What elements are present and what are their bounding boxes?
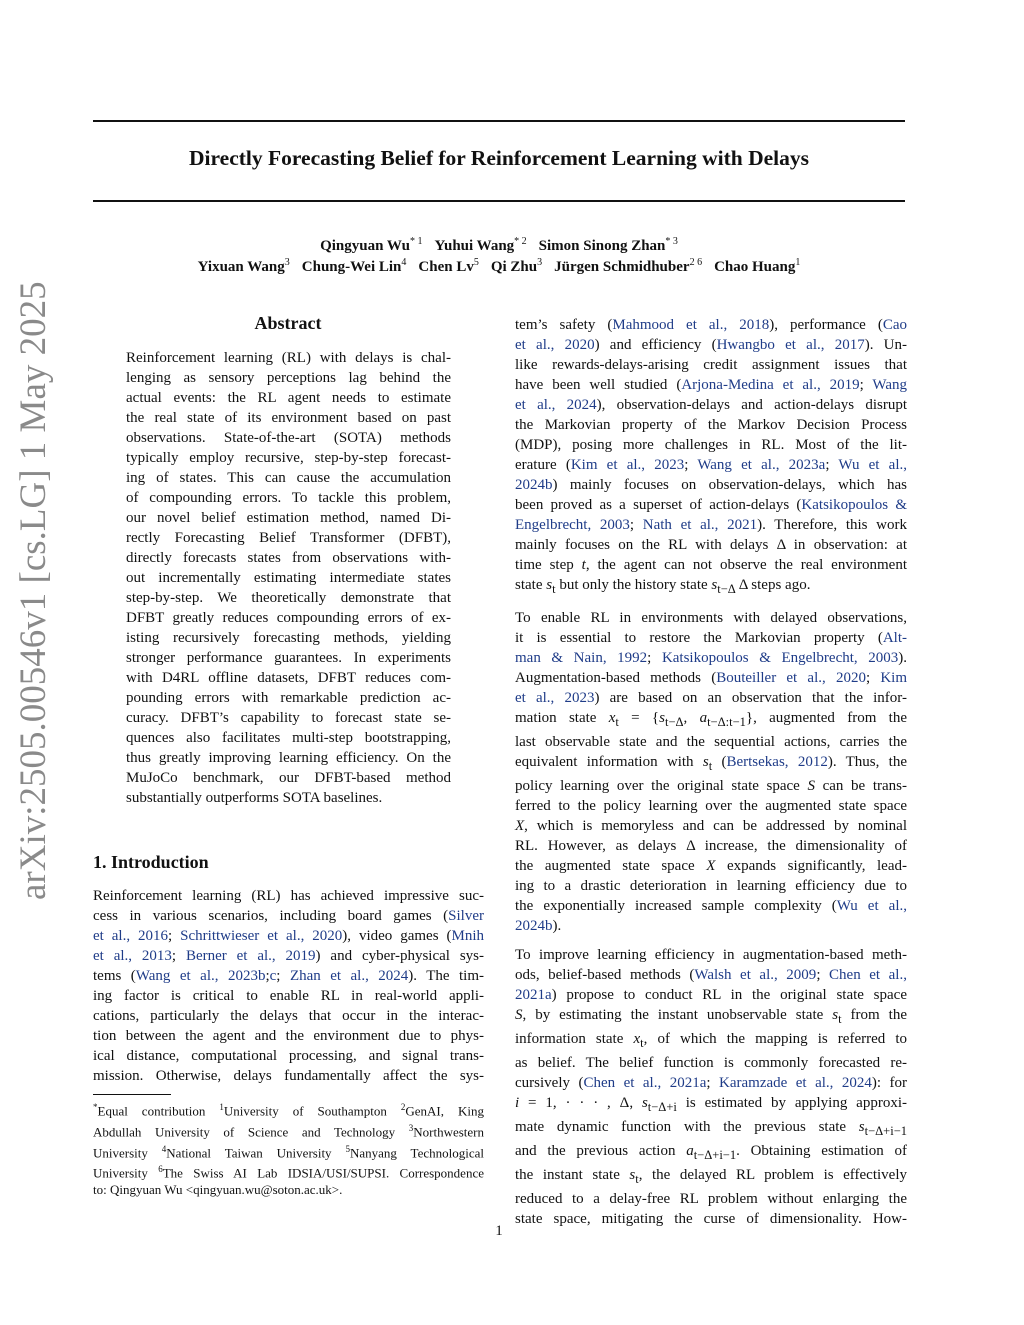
- author-affiliation: 5: [473, 257, 479, 268]
- text-run: ;: [825, 457, 839, 473]
- math-symbol: s: [702, 754, 709, 770]
- text-run: equivalent information with: [515, 754, 703, 770]
- text-run: GenAI, King: [405, 1103, 484, 1119]
- text-run: to: Qingyuan Wu <qingyuan.wu@soton.ac.uk>.: [93, 1182, 343, 1198]
- introduction-body: [93, 886, 484, 1086]
- text-line: [93, 886, 484, 906]
- text-run: the exponentially increased sample complexity (: [515, 898, 837, 914]
- abstract-line: typically employ recursive, step-by-step forecast-: [126, 450, 451, 466]
- citation-link[interactable]: et al., 2013: [93, 948, 172, 964]
- citation-link[interactable]: 2024b: [515, 477, 553, 493]
- text-run: ). The tim-: [408, 968, 485, 984]
- abstract-line: with D4RL offline datasets, DFBT reduces com-: [126, 670, 451, 686]
- text-run: ). Thus, the: [827, 754, 907, 770]
- citation-link[interactable]: Cao: [882, 317, 907, 333]
- text-line: [93, 1099, 484, 1120]
- text-line: [515, 816, 907, 836]
- citation-link[interactable]: Bertsekas, 2012: [726, 754, 828, 770]
- author-affiliation: * 3: [665, 236, 678, 247]
- math-symbol: s: [641, 1095, 648, 1111]
- text-run: Nanyang Technological: [349, 1144, 484, 1160]
- text-run: University: [93, 1144, 162, 1160]
- text-run: ) and efficiency (: [594, 337, 717, 353]
- text-line: [515, 1093, 907, 1117]
- text-line: [515, 1141, 907, 1165]
- text-run: as belief. The belief function is commonly forecasted re-: [515, 1055, 907, 1071]
- author-affiliation: 4: [401, 257, 407, 268]
- citation-link[interactable]: Walsh et al., 2009: [694, 967, 817, 983]
- text-line: [93, 1161, 484, 1182]
- abstract-line: out incrementally estimating intermediate states: [126, 570, 451, 586]
- affiliations-footnote: [93, 1099, 484, 1199]
- math-symbol: S: [515, 1007, 523, 1023]
- math-subscript: t−Δ+i: [647, 1100, 677, 1114]
- text-run: and the previous action: [515, 1143, 687, 1159]
- text-run: ;: [265, 968, 270, 984]
- text-line: [93, 966, 484, 986]
- right-column-body: [515, 315, 907, 1229]
- text-line: [515, 668, 907, 688]
- citation-link[interactable]: Berner et al., 2019: [185, 948, 316, 964]
- author: [418, 259, 478, 275]
- text-line: [515, 708, 907, 732]
- abstract-line: observations. State-of-the-art (SOTA) methods: [126, 430, 451, 446]
- math-symbol: X: [515, 818, 525, 834]
- paragraph: [515, 315, 907, 599]
- text-run: (MDP), posing more challenges in RL. Most of the lit-: [515, 437, 907, 453]
- footnote-mark: 5: [345, 1143, 350, 1154]
- author-affiliation: * 2: [514, 236, 527, 247]
- text-run: cursively (: [515, 1075, 584, 1091]
- author: [491, 259, 542, 275]
- text-run: = {: [618, 710, 660, 726]
- author-name: Yixuan Wang: [197, 259, 285, 275]
- text-line: [515, 515, 907, 535]
- text-run: ).: [898, 650, 907, 666]
- text-run: , of which the mapping is referred to: [643, 1031, 907, 1047]
- text-run: University of Southampton: [223, 1103, 401, 1119]
- text-run: To improve learning efficiency in augmentation-based meth-: [515, 947, 907, 963]
- citation-link[interactable]: man & Nain, 1992: [515, 650, 648, 666]
- text-line: [515, 752, 907, 776]
- abstract-line: isting recursively forecasting methods, yielding: [126, 630, 451, 646]
- text-run: ): for: [871, 1075, 908, 1091]
- abstract-line: lenging as sensory perceptions lag behind the: [126, 370, 451, 386]
- author: [554, 259, 702, 275]
- title-rule-top: [93, 120, 905, 122]
- text-line: [515, 916, 907, 936]
- author: [714, 259, 800, 275]
- text-line: [93, 1006, 484, 1026]
- text-run: ) mainly focuses on observation-delays, which has: [552, 477, 907, 493]
- text-run: ) propose to conduct RL in the original state space: [551, 987, 907, 1003]
- citation-link[interactable]: Arjona-Medina et al., 2019: [681, 377, 860, 393]
- citation-link[interactable]: Wang et al., 2023a: [697, 457, 826, 473]
- text-run: tion between the agent and the environment due to phys-: [93, 1028, 484, 1044]
- citation-link[interactable]: 2024b: [515, 918, 553, 934]
- text-run: ;: [171, 948, 186, 964]
- author-name: Yuhui Wang: [434, 238, 515, 254]
- author-affiliation: 2 6: [689, 257, 703, 268]
- text-line: [515, 648, 907, 668]
- text-line: [515, 896, 907, 916]
- text-line: [515, 1165, 907, 1189]
- citation-link[interactable]: Bouteiller et al., 2020: [716, 670, 866, 686]
- text-run: Abdullah University of Science and Technology: [93, 1124, 409, 1140]
- citation-link[interactable]: et al., 2016: [93, 928, 169, 944]
- text-run: ;: [629, 517, 643, 533]
- text-line: [515, 776, 907, 796]
- text-run: tem’s safety (: [515, 317, 613, 333]
- math-subscript: t−Δ: [664, 715, 684, 729]
- footnote-mark: 1: [219, 1102, 224, 1112]
- text-run: time step: [515, 557, 582, 573]
- citation-link[interactable]: Mnih: [451, 928, 485, 944]
- text-line: [515, 575, 907, 599]
- citation-link[interactable]: Karamzade et al., 2024: [719, 1075, 872, 1091]
- text-run: National Taiwan University: [166, 1144, 346, 1160]
- math-symbol: s: [629, 1167, 636, 1183]
- abstract-line: curacy. DFBT’s capability to forecast state se-: [126, 710, 451, 726]
- text-line: [93, 906, 484, 926]
- author: [320, 238, 422, 254]
- text-run: ), performance (: [769, 317, 883, 333]
- citation-link[interactable]: c: [269, 968, 277, 984]
- abstract-line: substantially outperforms SOTA baselines.: [126, 790, 383, 806]
- abstract-line: the real state of its environment based on past: [126, 410, 451, 426]
- author-name: Jürgen Schmidhuber: [554, 259, 690, 275]
- text-line: [515, 608, 907, 628]
- text-run: have been well studied (: [515, 377, 682, 393]
- author-name: Qi Zhu: [490, 259, 538, 275]
- text-run: but only the history state: [555, 577, 712, 593]
- text-run: The Swiss AI Lab IDSIA/USI/SUPSI. Correspondence: [162, 1165, 484, 1181]
- author: [435, 238, 527, 254]
- authors-line-2: [93, 257, 905, 276]
- author-name: Chao Huang: [714, 259, 796, 275]
- abstract-line: our novel belief estimation method, named Di-: [126, 510, 451, 526]
- text-run: (: [712, 754, 727, 770]
- text-run: ;: [865, 670, 881, 686]
- author: [302, 259, 407, 275]
- text-run: mate dynamic function with the previous state: [515, 1119, 859, 1135]
- text-line: [515, 1189, 907, 1209]
- text-line: [515, 335, 907, 355]
- text-run: reduced to a delay-free RL problem without enlarging the: [515, 1191, 907, 1207]
- abstract-line: actual events: the RL agent needs to estimate: [126, 390, 451, 406]
- math-symbol: i: [515, 1095, 520, 1111]
- footnote-rule: [93, 1094, 171, 1095]
- citation-link[interactable]: Schrittwieser et al., 2020: [180, 928, 343, 944]
- abstract-line: DFBT greatly reduces compounding errors of ex-: [126, 610, 451, 626]
- text-run: ;: [168, 928, 181, 944]
- text-line: [515, 435, 907, 455]
- text-line: [515, 856, 907, 876]
- text-line: [515, 475, 907, 495]
- text-run: the augmented state space: [515, 858, 707, 874]
- section-heading-introduction: 1. Introduction: [93, 852, 209, 872]
- page-number: 1: [495, 1223, 503, 1239]
- text-run: ;: [859, 377, 873, 393]
- text-run: like rewards-delays-arising credit assignment issues that: [515, 357, 907, 373]
- paragraph: [515, 945, 907, 1229]
- abstract-line: MuJoCo benchmark, our DFBT-based method: [126, 770, 451, 786]
- text-line: [515, 535, 907, 555]
- abstract-line: stronger performance guarantees. In experiments: [126, 650, 451, 666]
- text-run: University: [93, 1165, 159, 1181]
- text-run: last observable state and the sequential actions, carries the: [515, 734, 907, 750]
- text-run: information state: [515, 1031, 634, 1047]
- math-symbol: a: [686, 1143, 694, 1159]
- paragraph-gap: [515, 936, 907, 945]
- text-run: , the agent can not observe the real environment: [585, 557, 907, 573]
- abstract-line: quences also facilitates multi-step bootstrapping,: [126, 730, 451, 746]
- text-run: cess in various scenarios, including board games (: [93, 908, 449, 924]
- text-line: [515, 1005, 907, 1029]
- math-subscript: t: [615, 715, 619, 729]
- text-line: [515, 945, 907, 965]
- citation-link[interactable]: Chen et al., 2021a: [583, 1075, 707, 1091]
- text-run: ical distance, computational processing, and signal trans-: [93, 1048, 484, 1064]
- math-symbol: s: [832, 1007, 839, 1023]
- author-affiliation: * 1: [410, 236, 423, 247]
- text-run: ).: [552, 918, 562, 934]
- text-run: ) and cyber-physical sys-: [315, 948, 484, 964]
- text-line: [515, 375, 907, 395]
- math-symbol: t: [581, 557, 586, 573]
- text-line: [515, 796, 907, 816]
- text-line: [515, 395, 907, 415]
- math-symbol: X: [706, 858, 716, 874]
- math-symbol: s: [711, 577, 718, 593]
- text-line: [515, 985, 907, 1005]
- text-run: = 1, · · · , Δ,: [519, 1095, 642, 1111]
- footnote-mark: 2: [400, 1102, 406, 1112]
- author: [539, 238, 678, 254]
- citation-link[interactable]: et al., 2020: [515, 337, 595, 353]
- math-subscript: t: [640, 1036, 644, 1050]
- text-run: . Obtaining estimation of: [736, 1143, 907, 1159]
- text-run: ing factor is critical to enable RL in real-world appli-: [93, 988, 484, 1004]
- text-run: , which is memoryless and can be addressed by nominal: [524, 818, 907, 834]
- text-run: state space, mitigating the curse of dimensionality. How-: [515, 1211, 907, 1227]
- text-line: [515, 315, 907, 335]
- abstract-line: ing of states. This can cause the accumulation: [126, 470, 451, 486]
- math-symbol: s: [659, 710, 665, 726]
- author-name: Simon Sinong Zhan: [538, 238, 666, 254]
- text-line: [93, 926, 484, 946]
- citation-link[interactable]: Hwangbo et al., 2017: [716, 337, 865, 353]
- text-line: [515, 732, 907, 752]
- text-run: ;: [706, 1075, 720, 1091]
- text-line: [515, 876, 907, 896]
- text-run: mission. Otherwise, delays fundamentally affect the sys-: [93, 1068, 484, 1084]
- author-affiliation: 3: [537, 257, 543, 268]
- math-subscript: t: [635, 1172, 639, 1186]
- text-line: [515, 628, 907, 648]
- text-run: Reinforcement learning (RL) has achieved impressive suc-: [93, 888, 484, 904]
- footnote-mark: 4: [161, 1143, 167, 1154]
- arxiv-stamp: arXiv:2505.00546v1 [cs.LG] 1 May 2025: [13, 281, 54, 900]
- math-symbol: s: [858, 1119, 865, 1135]
- text-run: the instant state: [515, 1167, 630, 1183]
- footnote-mark: 3: [408, 1122, 414, 1133]
- text-line: [93, 1120, 484, 1141]
- abstract-line: directly forecasts states from observations with-: [126, 550, 451, 566]
- text-run: ) are based on an observation that the infor-: [594, 690, 907, 706]
- author-affiliation: 1: [795, 257, 801, 268]
- citation-link[interactable]: 2021a: [515, 987, 552, 1003]
- citation-link[interactable]: Chen et al.,: [829, 967, 907, 983]
- text-run: state: [515, 577, 547, 593]
- abstract-line: pounding errors with remarkable prediction ac-: [126, 690, 451, 706]
- text-run: it is essential to restore the Markovian property (: [515, 630, 883, 646]
- abstract-line: rectly Forecasting Belief Transformer (DFBT),: [126, 530, 451, 546]
- math-subscript: t: [552, 582, 556, 596]
- text-line: [515, 415, 907, 435]
- text-run: is estimated by applying approxi-: [676, 1095, 907, 1111]
- citation-link[interactable]: Mahmood et al., 2018: [612, 317, 770, 333]
- text-run: RL. However, as delays Δ increase, the dimensionality of: [515, 838, 907, 854]
- footnote-mark: 6: [158, 1164, 163, 1175]
- abstract-line: thus greatly improving learning efficiency. On the: [126, 750, 451, 766]
- text-line: [515, 1117, 907, 1141]
- math-subscript: t: [838, 1012, 842, 1026]
- citation-link[interactable]: Zhan et al., 2024: [289, 968, 409, 984]
- citation-link[interactable]: Wang et al., 2023b: [135, 968, 266, 984]
- text-line: [93, 1141, 484, 1162]
- citation-link[interactable]: et al., 2024: [515, 397, 597, 413]
- text-line: [515, 688, 907, 708]
- author-name: Chen Lv: [418, 259, 474, 275]
- text-run: expands significantly, lead-: [715, 858, 907, 874]
- math-subscript: t: [708, 759, 713, 773]
- abstract-line: Reinforcement learning (RL) with delays is chal-: [126, 350, 451, 366]
- math-subscript: t−Δ: [717, 582, 736, 596]
- math-symbol: S: [807, 778, 815, 794]
- math-symbol: x: [608, 710, 616, 726]
- math-subscript: t−Δ:t−1: [707, 715, 746, 729]
- text-line: [515, 555, 907, 575]
- author: [198, 259, 290, 275]
- citation-link[interactable]: Wu et al.,: [838, 457, 907, 473]
- text-run: ;: [816, 967, 830, 983]
- text-line: [515, 965, 907, 985]
- author-name: Qingyuan Wu: [320, 238, 411, 254]
- citation-link[interactable]: Alt-: [882, 630, 907, 646]
- abstract-line: of compounding errors. To tackle this problem,: [126, 490, 451, 506]
- math-symbol: a: [699, 710, 708, 726]
- text-line: [515, 495, 907, 515]
- text-run: Northwestern: [413, 1124, 484, 1140]
- math-symbol: x: [633, 1031, 641, 1047]
- citation-link[interactable]: Nath et al., 2021: [642, 517, 758, 533]
- citation-link[interactable]: Kim: [880, 670, 907, 686]
- title-rule-bottom: [93, 200, 905, 202]
- text-run: ), video games (: [342, 928, 452, 944]
- text-line: [515, 1053, 907, 1073]
- abstract-line: step-by-step. We theoretically demonstrate that: [126, 590, 451, 606]
- text-line: [93, 1026, 484, 1046]
- text-run: mainly focuses on the RL with delays Δ in observation: at: [515, 537, 907, 553]
- paragraph: [515, 608, 907, 936]
- citation-link[interactable]: Engelbrecht, 2003: [515, 517, 630, 533]
- text-run: Δ steps ago.: [735, 577, 811, 593]
- text-run: ods, belief-based methods (: [515, 967, 695, 983]
- text-line: [93, 986, 484, 1006]
- paper-title: Directly Forecasting Belief for Reinforcement Learning with Delays: [189, 146, 809, 170]
- text-run: ;: [684, 457, 698, 473]
- abstract-body: [126, 348, 451, 808]
- citation-link[interactable]: et al., 2023: [515, 690, 595, 706]
- text-run: ,: [683, 710, 700, 726]
- text-line: [515, 1073, 907, 1093]
- text-run: , the delayed RL problem is effectively: [638, 1167, 907, 1183]
- math-subscript: t−Δ+i−1: [693, 1148, 737, 1162]
- text-run: tems (: [93, 968, 136, 984]
- text-line: [515, 1029, 907, 1053]
- text-run: To enable RL in environments with delayed observations,: [515, 610, 907, 626]
- text-run: mation state: [515, 710, 609, 726]
- text-run: from the: [841, 1007, 908, 1023]
- text-line: [93, 1182, 484, 1199]
- text-run: ;: [647, 650, 662, 666]
- citation-link[interactable]: Wu et al.,: [836, 898, 907, 914]
- citation-link[interactable]: Silver: [448, 908, 484, 924]
- text-run: Equal contribution: [97, 1103, 220, 1119]
- text-run: ), observation-delays and action-delays disrupt: [596, 397, 907, 413]
- text-run: ferred to the policy learning over the augmented state space: [515, 798, 907, 814]
- text-run: ). Therefore, this work: [757, 517, 908, 533]
- text-line: [93, 1066, 484, 1086]
- text-run: can be trans-: [814, 778, 907, 794]
- text-line: [515, 355, 907, 375]
- text-run: ). Un-: [864, 337, 907, 353]
- text-line: [515, 455, 907, 475]
- authors-line-1: [93, 236, 905, 255]
- text-run: been proved as a superset of action-delays (: [515, 497, 802, 513]
- footnote-mark: *: [93, 1102, 98, 1112]
- text-run: policy learning over the original state space: [515, 778, 808, 794]
- paragraph-gap: [515, 599, 907, 608]
- text-run: , by estimating the instant unobservable state: [522, 1007, 833, 1023]
- citation-link[interactable]: Katsikopoulos & Engelbrecht, 2003: [661, 650, 899, 666]
- citation-link[interactable]: Kim et al., 2023: [570, 457, 685, 473]
- text-run: the Markovian property of the Markov Decision Process: [515, 417, 907, 433]
- author-name: Chung-Wei Lin: [301, 259, 402, 275]
- citation-link[interactable]: Wang: [872, 377, 907, 393]
- text-run: Augmentation-based methods (: [515, 670, 717, 686]
- text-run: cations, particularly the delays that occur in the interac-: [93, 1008, 484, 1024]
- text-run: ;: [276, 968, 290, 984]
- abstract-heading: Abstract: [254, 313, 322, 333]
- text-line: [93, 1046, 484, 1066]
- citation-link[interactable]: Katsikopoulos &: [801, 497, 907, 513]
- math-subscript: t−Δ+i−1: [864, 1124, 907, 1138]
- author-affiliation: 3: [284, 257, 290, 268]
- text-run: ing to a drastic deterioration in learning efficiency due to: [515, 878, 907, 894]
- math-symbol: s: [546, 577, 553, 593]
- text-run: }, augmented from the: [745, 710, 907, 726]
- text-run: erature (: [515, 457, 571, 473]
- text-line: [515, 836, 907, 856]
- text-line: [93, 946, 484, 966]
